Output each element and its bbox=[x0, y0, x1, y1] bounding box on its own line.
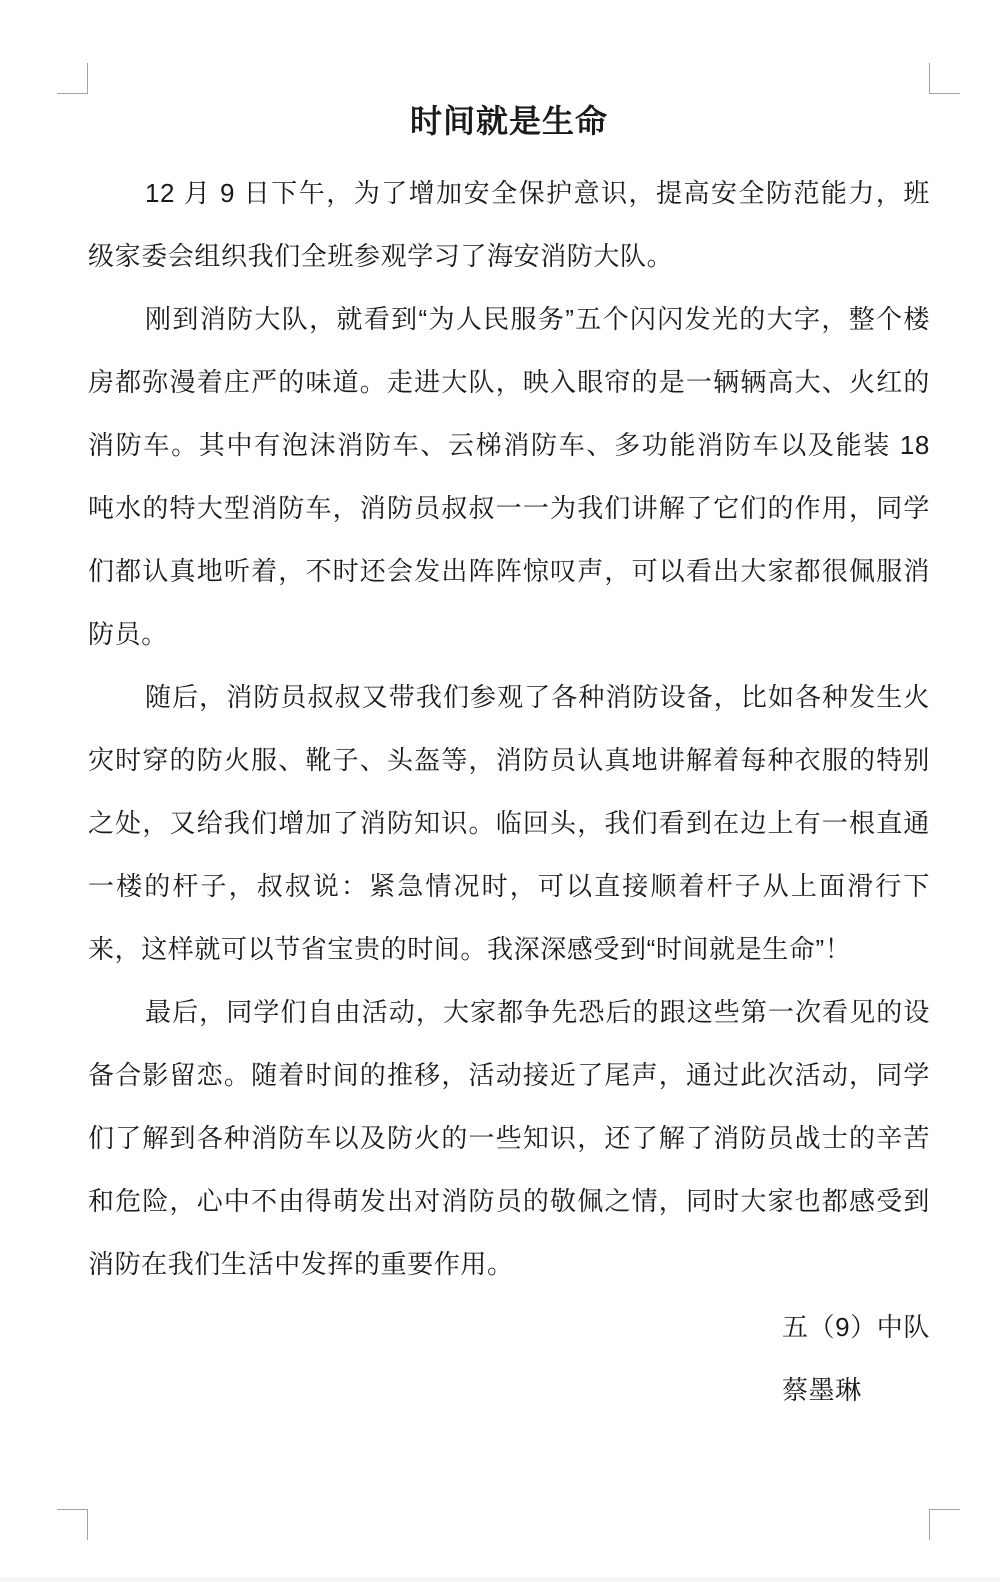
crop-mark-bottom-right bbox=[929, 1509, 960, 1540]
essay-paragraph-4: 最后，同学们自由活动，大家都争先恐后的跟这些第一次看见的设备合影留恋。随着时间的推移，活动接近了尾声，通过此次活动，同学们了解到各种消防车以及防火的一些知识，还了解了消防员战士的辛苦和危险，心中不由得萌发出对消防员的敬佩之情，同时大家也都感受到消防在我们生活中发挥的重要作用。 bbox=[88, 997, 930, 1279]
signature-block bbox=[782, 1296, 930, 1422]
essay-paragraph-2: 刚到消防大队，就看到“为人民服务”五个闪闪发光的大字，整个楼房都弥漫着庄严的味道。走进大队，映入眼帘的是一辆辆高大、火红的消防车。其中有泡沫消防车、云梯消防车、多功能消防车以及能装 18 吨水的特大型消防车，消防员叔叔一一为我们讲解了它们的作用，同学们都认真地听着，不时还会发出阵阵惊叹声，可以看出大家都很佩服消防员。 bbox=[88, 304, 930, 649]
signature-author: 蔡墨琳 bbox=[781, 1375, 862, 1405]
essay-body bbox=[88, 0, 930, 1422]
signature-class: 五（9）中队 bbox=[781, 1312, 930, 1342]
crop-mark-top-right bbox=[929, 63, 960, 94]
essay-paragraph-3: 随后，消防员叔叔又带我们参观了各种消防设备，比如各种发生火灾时穿的防火服、靴子、头盔等，消防员认真地讲解着每种衣服的特别之处，又给我们增加了消防知识。临回头，我们看到在边上有一根直通一楼的杆子，叔叔说：紧急情况时，可以直接顺着杆子从上面滑行下来，这样就可以节省宝贵的时间。我深深感受到“时间就是生命”！ bbox=[88, 682, 930, 964]
essay-paragraph-1: 12 月 9 日下午，为了增加安全保护意识，提高安全防范能力，班级家委会组织我们全班参观学习了海安消防大队。 bbox=[88, 178, 930, 271]
page-bottom-edge bbox=[0, 1577, 1000, 1582]
crop-mark-bottom-left bbox=[57, 1509, 88, 1540]
essay-title: 时间就是生命 bbox=[409, 103, 608, 139]
crop-mark-top-left bbox=[57, 63, 88, 94]
